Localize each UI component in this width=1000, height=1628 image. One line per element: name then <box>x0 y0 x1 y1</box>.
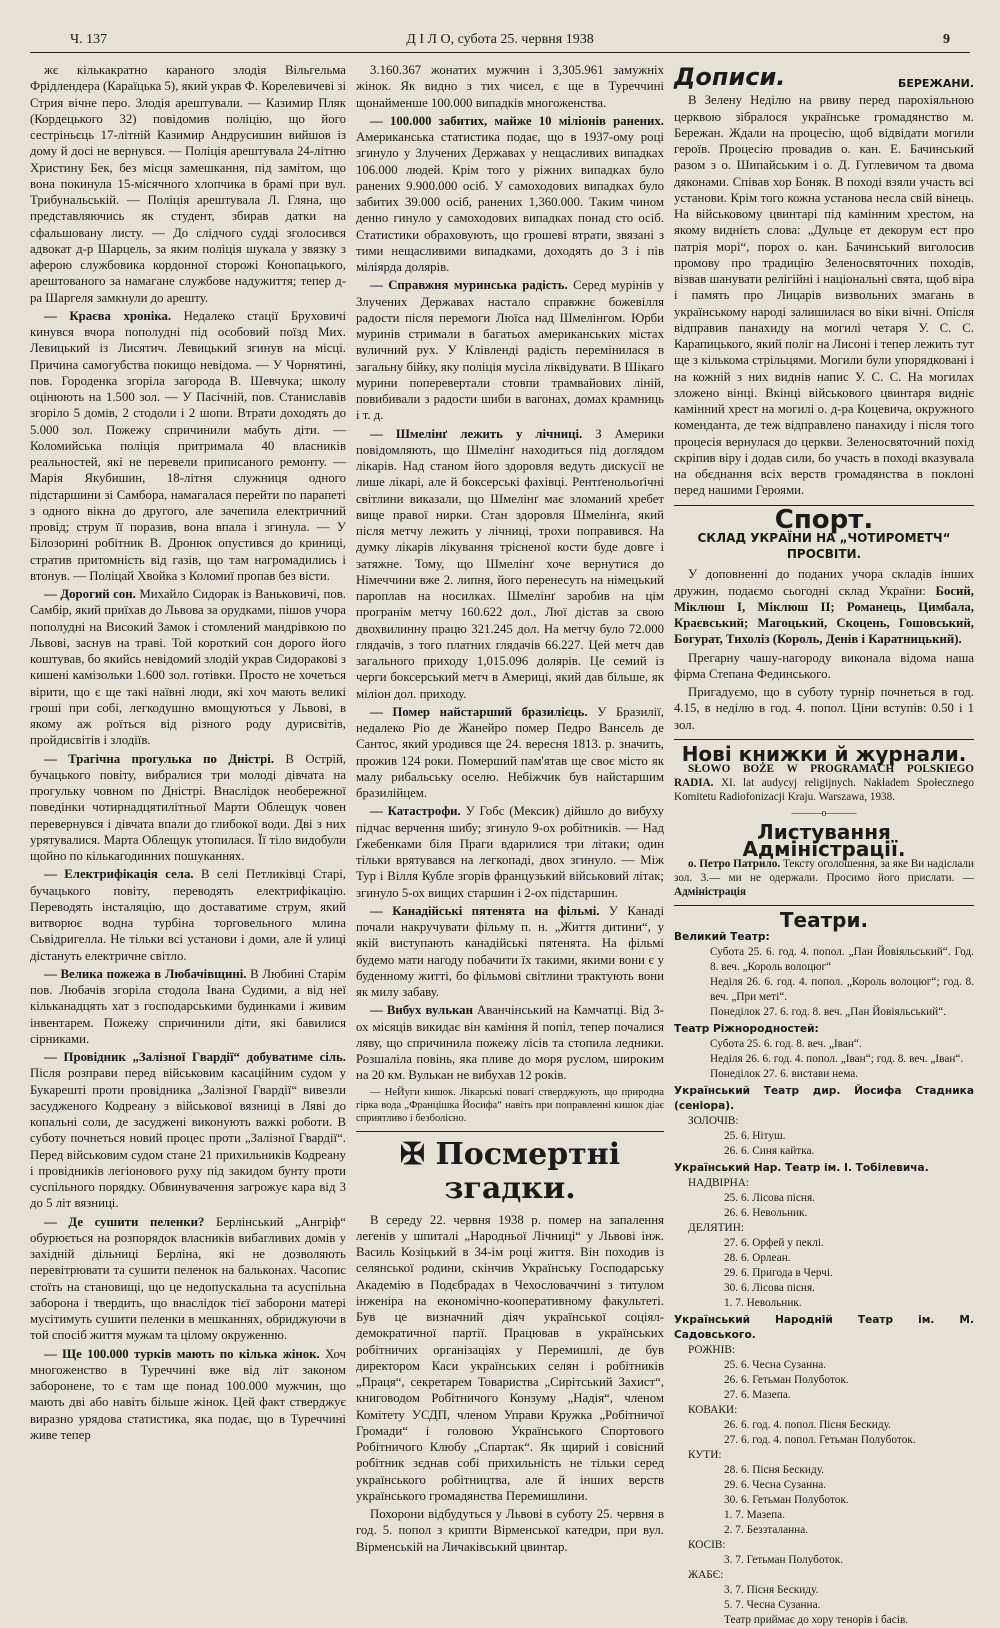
theatres-list <box>674 930 974 1628</box>
article <box>356 704 664 802</box>
article-heading: — Катастрофи. <box>370 804 461 819</box>
article <box>356 113 664 276</box>
theatre-listing: 3. 7. Гетьман Полуботок. <box>724 1554 844 1566</box>
article-heading: — Провідник „Залізної Гвардії“ добуватиме сіль. <box>44 1050 346 1064</box>
article-text: Серед мурінів у Злучених Державах настало справжнє божевілля радости після перемоги Люїса над Шмелінгом. Юрби муринів стримали в багатьох американських містах вуличний рух. У Клівленді радість перемінилася в загальну бійку, яку поліція мусіла ліквідувати. В Шікаго мурини поперевертали стовпи трамвайових ліній, повибивали з радости шиби в вагонах, домах крамниць і т. д. <box>356 278 664 423</box>
article <box>356 277 664 423</box>
article-text: Михайло Сидорак із Ваньковичі, пов. Самбір, який приїхав до Львова за орудками, пішов учора пополудні на Високий Замок і стомлений мандрівкою по Львові, заснув на траві. Той короткий сон дорого його коштував, бо якийсь невідомий злодій украв Сидоракові з кишені камізольки 1.600 зол. готівки. Просто не хочеться вірити, що є ще такі наївні люди, які хоч мають великі гроші при собі, легкодушно вмощуються у Львові, в якому аж роїться від різного роду дурисвітів, пройдисвітів і злодіїв. <box>30 587 346 748</box>
sport-title: Спорт. <box>774 504 874 535</box>
theatre-listing: Понеділок 27. 6. вистави нема. <box>710 1068 859 1080</box>
article-heading: — Ще 100.000 турків мають по кілька жінок. <box>44 1346 320 1361</box>
article <box>356 426 664 702</box>
theatre-listing: 27. 6. Орфей у пеклі. <box>724 1237 824 1249</box>
funeral-text: Похорони відбудуться у Львові в суботу 25. червня в год. 5. попол з крипти Вірменської катедри, при вул. Вірменській на Личаківський цвинтар. <box>356 1507 664 1554</box>
article-heading: — Трагічна прогулька по Дністрі. <box>44 751 275 766</box>
theatre-listing: 26. 6. Синя кайтка. <box>724 1145 815 1157</box>
article-text: Берлінський „Ангріф“ обурюється на розпорядок власників вибагливих домів у західній дільниці Берліна, які не дозволяють перевітрювати та сушити пеленок на бальконах. Часопис стоїть на становищі, що це недопускальна та асуспільна заборона і твердить, що внаслідок тієї заборони матері мусітимуть сушити пеленки в мешканнях, обриджуючи в той спосіб життя мужам та цілому окруженню. <box>30 1214 346 1343</box>
theatre-listing: 26. 6. год. 4. попол. Пісня Бескиду. <box>724 1419 891 1431</box>
article <box>30 586 346 749</box>
article-text: жє кількакратно караного злодія Вільгельма Фрідлендера (Караїцька 5), який украв Ф. Корелевичеві зі Стрия вічне перо. Злодія арештували. — Казимир Пляк (Кордецького 32) повідомив поліцію, що його сестріньєць 17-літній Казимир Андрусишин вийшов із дому й досі не вернувся. — Поліція арештувала 24-літню Христину Бек, без місця замешкання, під замітом, що вона покинула 15-місячного хлопчика в брамі при вул. Трибунальській. — Поліція арештувала Л. Гляна, що представляючись як студент, збирав датки на сфальшовану листу. — До слідчого судді зголосився адвокат д-р Шарцель, за яким поліція шукала у звязку з аферою службовика кордонної сторожі Конопацького, арештованого за намагане службове надужиття; тепер д-ра Шаргеля замкнули до арешту. <box>30 63 346 305</box>
theatre-listing: 5. 7. Чесна Сузанна. <box>724 1599 821 1611</box>
theatre-listing: 1. 7. Мазепа. <box>724 1509 786 1521</box>
theatre-listing: КОВАКИ: <box>688 1404 738 1416</box>
dopysy-title: Дописи. <box>674 63 786 91</box>
theatre-listing: 28. 6. Орлеан. <box>724 1252 791 1264</box>
sport-p1-text: У доповненні до поданих учора складів інших дружин, подаємо сьогодні склад України: <box>674 567 974 598</box>
article-text: В Острій, бучацького повіту, вибралися три молоді дівчата на прогульку човном по Дністрі. Внаслідок необережної поведінки чотирнадцятилітньої Марти Облещук човен перевернувся і дівчата впали до глибокої води. Дві з них урятувалися. Марта Облещук утопилася. Її тіло видобули щойно по кількагодинних пошуканнях. <box>30 751 346 863</box>
theatre-listing: КУТИ: <box>688 1449 722 1461</box>
theatre-listing: Театр приймає до хору тенорів і басів. <box>724 1614 909 1626</box>
article <box>30 1214 346 1344</box>
theatre-name: Український Народній Театр ім. М. Садовського. <box>674 1314 974 1341</box>
cross-icon: ✠ <box>399 1136 425 1172</box>
article <box>30 966 346 1047</box>
article-text: Недалеко стації Бруховичі кинувся вчора пополудні під особовий поїзд Мих. Левицький із Лисятич. Левицький згинув на місці. Причина самогубства покищо невідома. — У Чорнятині, пов. Городенка згоріла загорода В. Шевчука; школу оцінюють на 1.500 зол. — У Пасічній, пов. Станиславів згоріло 5 домів, 2 стодоли і 2 шопи. Втрати доходять до 5.000 зол. Пожежу спричинили мабуть діти. — Коломийська поліція притримала 40 власників реальностей, які не перевели приписаного ремонту. — Марія Якубишин, 18-літня служниця одного підстаршини зі Самбора, намагалася перейти по парапеті з одного вікна до другого, але зачепила електричний провід; струм її поразив, вона впала і згинула. — У Білозорині робітник В. Дронюк опустився до криниці, стратив притомність від газів, що там нагромадились і втонув. — Поліцай Хвойка з Коломиї пропав без вісти. <box>30 308 347 583</box>
column-2 <box>356 62 664 1554</box>
article <box>30 308 346 584</box>
advert-note: — НеЙуги кишок. Лікарські повагі стверджують, що природна гірка вода „Францішка Йосифа“ навіть при поправленні кишок діає сприятливо і безболісно. <box>356 1086 664 1124</box>
theatre-listing: 30. 6. Лісова пісня. <box>724 1282 815 1294</box>
obituaries-title <box>356 1138 664 1206</box>
theatre-listing: 1. 7. Невольник. <box>724 1297 802 1309</box>
article <box>30 62 346 306</box>
article-heading: — Велика пожежа в Любачівщині. <box>44 966 247 981</box>
books-entry-title: SŁOWO BOŻE W PROGRAMACH POLSKIEGO RADIA. <box>674 763 974 789</box>
theatre-listing: Субота 25. 6. год. 8. веч. „Іван“. <box>710 1038 862 1050</box>
article-text: У Бразилії, недалеко Ріо де Жанейро помер Педро Вансель де Сантос, який уродився ще 24. вересня 1813. р. значить, прожив 124 роки. Померший пам'ятав ще своє місто як малу рибальську оселю. Небіжчик був найстаршим бразилійцем. <box>356 704 664 800</box>
page-number: 9 <box>943 32 950 47</box>
article-text: З Америки повідомляють, що Шмелінґ находиться під доглядом лікарів. Над станом його здоровля ведуть дискусії не лише лікарі, але й боксерські фахівці. Рентґенольоґічні світлини виказали, що Шмелінґ має зломаний хребет вище правої нирки. Стан здоровля Шмелінґа, який після метчу лежить у лічниці, трохи поправився. На думку лікарів лікування трісненої кости буде довге і затяжне. Тому, що Шмелінґ хоче вернутися до Німеччини вже 2. липня, його перенесуть на німецький пароплав на носилках. Шмелінґ заробив на цім програнім метчу 160.622 дол., Люї дістав за свою двохвилинну працю 321.245 дол. На метчу було 72.000 глядачів, з того платних глядачів 66.227. Цей метч дав загального приходу 1,015.096 долярів. Це семий із черги боксерський метч в Америці, який дав більше, як мілiон дол. приходу. <box>356 426 664 701</box>
column-1 <box>30 62 346 1522</box>
sport-paragraph-3: Пригадуємо, що в суботу турнір почнеться в год. 4.15, в неділю в год. 4. попол. Ціни вступів: 0.50 і 1 зол. <box>674 685 974 732</box>
theatre-listing: Неділя 26. 6. год. 4. попол. „Іван“; год. 8. веч. „Іван“. <box>710 1053 964 1065</box>
article-text: В селі Петликівці Старі, бучацького повіту, переводять електрифікацію. Переводять інсталяцію, що доставатиме струм, який витворює водна турбіна торговельного млина Сьвідригелла. Не тільки всі установи і доми, але й улиці дістануть електричне світло. <box>30 867 347 963</box>
article-heading: — Дорогий сон. <box>44 587 136 601</box>
admin-signature: Адміністрація <box>674 885 747 898</box>
article <box>356 1002 664 1083</box>
article-text: Після розправи перед військовим касаційним судом у Букарешті проти провідника „Залізної Гвардії“ вивезли засудженого Кодреану з військової вязниці в Ляві до копальні соли, де засуджені виконують важкі роботи. В суботу почнеться новий процес проти „Залізної Гвардії“. Перед військовим судом стане 21 прихильників Кодреану і провідників легіонового руху під закидом бунту проти суспільного порядку. Обвинувачення загрожує кара від 3 до 5 літ вязниці. <box>30 1066 346 1211</box>
theatre-listing: 27. 6. год. 4. попол. Гетьман Полуботок. <box>724 1434 916 1446</box>
theatre-listing: 26. 6. Гетьман Полуботок. <box>724 1374 849 1386</box>
theatre-listing: 27. 6. Мазепа. <box>724 1389 791 1401</box>
article-heading: — Краєва хроніка. <box>44 308 172 323</box>
article-text: У Гобс (Мексик) дійшло до вибуху підчас верчення шибу; згинуло 9-ох робітників. — Над Ґжебенками біля Праги вдарилися три літаки; один тільки врятувався на легкопаді, двох згинуло. — Між Тур і Вілля Кубле згорів французький військовий літак; згинуло 5-ох вищих старшин і 2-ох підстаршин. <box>356 804 664 900</box>
article-heading: — Справжня муринська радість. <box>370 278 568 293</box>
theatre-listing: 25. 6. Чесна Сузанна. <box>724 1359 827 1371</box>
theatre-listing: Субота 25. 6. год. 4. попол. „Пан Йовіяльський“. Год. 8. веч. „Король волоцюг“ <box>710 946 974 973</box>
theatre-name: Український Театр дир. Йосифа Стадника (сеніора). <box>674 1085 974 1112</box>
article-heading: — 100.000 забитих, майже 10 мілiонів ранених. <box>370 113 664 128</box>
ornament-divider: ———o——— <box>791 808 857 819</box>
article <box>30 751 346 865</box>
page-header <box>30 30 970 53</box>
divider <box>674 739 974 740</box>
dopysy-place: БЕРЕЖАНИ. <box>897 77 974 90</box>
obituary-text: В середу 22. червня 1938 р. помер на запалення легенів у шпиталі „Народньої Лічниці“ у Львові інж. Василь Козіцький в 34-ім році життя. Він походив із селянської родини, скінчив Українську Господарську Академію в Подєбрадах в Чехословаччині з титулом інженіра на економічно-кооперативному факультеті. Був це визначний діяч української соціял-демократичної партії. Працював в українських робітничих організаціях у Перемишлі, де був директором Каси українських селян і робітників „Праця“, секретарем Товариства „Сирітський Захист“, книговодом Робітничого Конзуму „Надія“, членом Комітету УСДП, членом Управи Кружка „Робітничої Громади“ і головою Українського Спортового Робітничого Клюбу „Спартак“. Як щирий і совісний робітник зєднав собі прихильність не тільки серед українського робітництва, але й інших верств українського громадянства Перемишлини. <box>356 1212 664 1503</box>
admin-entry <box>674 857 974 899</box>
theatre-name: Великий Театр: <box>674 931 770 943</box>
sport-paragraph-2: Прегарну чашу-нагороду виконала відома наша фірма Степана Фединського. <box>674 650 974 681</box>
theatre-listing: 26. 6. Невольник. <box>724 1207 808 1219</box>
sport-paragraph-1 <box>674 566 974 647</box>
article-heading: — Шмелінґ лежить у лічниці. <box>370 426 583 441</box>
theatre-listing: ЖАБЄ: <box>688 1569 724 1581</box>
books-title: Нові книжки й журнали. <box>681 741 967 766</box>
article-text: В Любині Старім пов. Любачів згоріла стодола Івана Судими, а від неї кільканадцять хат з господарськими будинками і живим інвентарем. Пожежу спричинили діти, які бавилися сірниками. <box>30 966 347 1046</box>
theatre-listing: Неділя 26. 6. год. 4. попол. „Король волоцюг“; год. 8. веч. „При меті“. <box>710 976 974 1003</box>
sport-roster: Босий, Міклюш І, Міклюш ІІ; Романець, Цимбала, Краєвський; Магоцький, Скоцень, Гошовський, Богурат, Тихоліз (Король, Денів і Каратницький). <box>674 583 974 647</box>
theatre-listing: 2. 7. Беззталанна. <box>724 1524 809 1536</box>
article-heading: — Помер найстарший бразилієць. <box>370 704 588 719</box>
theatre-listing: 29. 6. Пригода в Черчі. <box>724 1267 833 1279</box>
theatres-title: Театри. <box>779 907 869 932</box>
article <box>30 1346 346 1444</box>
divider <box>356 1131 664 1132</box>
article <box>30 1049 346 1212</box>
theatre-listing: 25. 6. Лісова пісня. <box>724 1192 815 1204</box>
column-2-articles <box>356 62 664 1084</box>
article-text: 3.160.367 жонатих мужчин і 3,305.961 замужніх жінок. Як видно з тих чисел, є ще в Туреччині щонайменше 100.000 випадків многоженства. <box>356 63 664 110</box>
theatre-listing: 3. 7. Пісня Бескиду. <box>724 1584 819 1596</box>
books-entry-text: XI. lat audycyj religijnych. Nakładem Społecznego Komitetu Radiofonizacji Kraju. Warszawa, 1938. <box>674 777 974 803</box>
theatre-listing: Понеділок 27. 6. год. 8. веч. „Пан Йовіяльський“. <box>710 1006 947 1018</box>
theatre-listing: НАДВІРНА: <box>688 1177 750 1189</box>
admin-recipient: о. Петро Патрило. <box>688 857 781 870</box>
article-text: Американська статистика подає, що в 1937-ому році згинуло у Злучених Державах у нещасливих випадках 106.000 людей. Крім того у ріжних випадках було ранених 9.900.000 осіб. У самоходових випадках було забитих 39.000 осіб, ранених 1,360.000. Таким чином денно гинуло у самоходових випадках понад сто осіб. Статистики обраховують, що грошеві втрати, звязані з тими нещасливими випадками, доходять до 3 і пів міліярда долярів. <box>356 130 664 274</box>
theatre-listing: ЗОЛОЧІВ: <box>688 1115 739 1127</box>
theatre-listing: 30. 6. Гетьман Полуботок. <box>724 1494 849 1506</box>
article-text: Аванчінський на Камчатці. Від 3-ох місяців викидає він каміння й попіл, тепер почалися ляву, що спричинила пожежу лісів та стопила ледники. Розшаліла повінь, яка пливе до моря руслом, широким на 20 км. Вулькан не вибухав 12 років. <box>356 1003 664 1083</box>
admin-title: Листування Адміністрації. <box>742 820 906 861</box>
obituaries-title-text: Посмертні згадки. <box>435 1136 621 1206</box>
masthead: Д І Л О, субота 25. червня 1938 <box>406 32 594 47</box>
theatre-listing: 29. 6. Чесна Сузанна. <box>724 1479 827 1491</box>
theatre-listing: 28. 6. Пісня Бескиду. <box>724 1464 825 1476</box>
article-heading: — Вибух вулькан <box>370 1003 473 1018</box>
article-text: Хоч многоженство в Туреччині вже від літ законом заборонене, то є там ще понад 100.000 мужчин, що мають дві або навіть більше жінок. Цей факт стверджує виразно урядова статистика, яка подає, що в Туреччині живе тепер <box>30 1346 346 1442</box>
theatre-listing: КОСІВ: <box>688 1539 726 1551</box>
sport-subtitle: СКЛАД УКРАЇНИ НА „ЧОТИРОМЕТЧ“ ПРОСВІТИ. <box>697 530 951 561</box>
article-heading: — Електрифікація села. <box>44 867 194 882</box>
theatre-listing: 25. 6. Нітуш. <box>724 1130 786 1142</box>
theatre-name: Театр Ріжнородностей: <box>674 1023 819 1035</box>
books-entry <box>674 762 974 804</box>
article <box>30 866 346 964</box>
article-heading: — Канадійські пятенята на фільмі. <box>370 903 600 918</box>
article <box>356 62 664 111</box>
dopysy-text: В Зелену Неділю на рвиву перед парохіяльною церквою зібралося українське громадянство м. Бережан. Ждали на процесію, щоб відвідати могили героїв. Процесію провадив о. кан. Е. Бачинський разом з о. Шипайським і о. Д. Гуглевичом та двома дяконами. Співав хор Боняк. В поході взяли участь всі установи. Крім того кожна установа несла свій вінець. На військовому цвинтарі під камінним хрестом, на якому виднієть слова: „Дульце ет декорум ест про патрія морі“, порох о. кан. Бачинський виголосив промову про традицію Зеленосвяточних походів, візвав шанувати релігійні і національні свята, щоб віра і память про Лицарів визвольних змагань в українському народі залишилася во віки вічні. Опісля відправив панахиду на могилі четаря У. С. С. Карапицького, який поліг на Лисоні і тепер лежить тут ще з кількома стрільцями. Могили були упорядковані і на кожній з них виднів напис У. С. С. На могилах зложено вінці. Вкінці військового цвинтаря видніє камінний хрест на могилі о. д-ра Коцевича, окружного коменданта, де теж відправлено панахиду і після того процесія вернулася до церкви. Зеленосвяточний похід скріпив віру і додав сили, бо участь в поході вказувала на обєднання всіх верств громадянства в поклоні перед нашими Героями. <box>674 93 974 498</box>
article-heading: — Де сушити пеленки? <box>44 1214 205 1229</box>
theatre-listing: ДЕЛЯТИН: <box>688 1222 745 1234</box>
admin-text: Тексту оголошення, за яке Ви надіслали зол. 3.— ми не одержали. Просимо його прислати. — <box>674 857 974 884</box>
divider <box>674 905 974 906</box>
article <box>356 903 664 1001</box>
page-ref: Ч. 137 <box>70 32 108 47</box>
column-3 <box>674 62 974 1626</box>
theatre-name: Український Нар. Театр ім. І. Тобілевича. <box>674 1162 929 1174</box>
article <box>356 803 664 901</box>
theatre-listing: РОЖНІВ: <box>688 1344 736 1356</box>
article-text: У Канаді почали накручувати фільму п. н. „Життя дитини“, у якій виступають канадійські пятенята. На фільмі будемо мати нагоду побачити їх такими, якими вони є у буденному житті, бо фільмові світлини трактують вони як милу забаву. <box>356 903 664 999</box>
